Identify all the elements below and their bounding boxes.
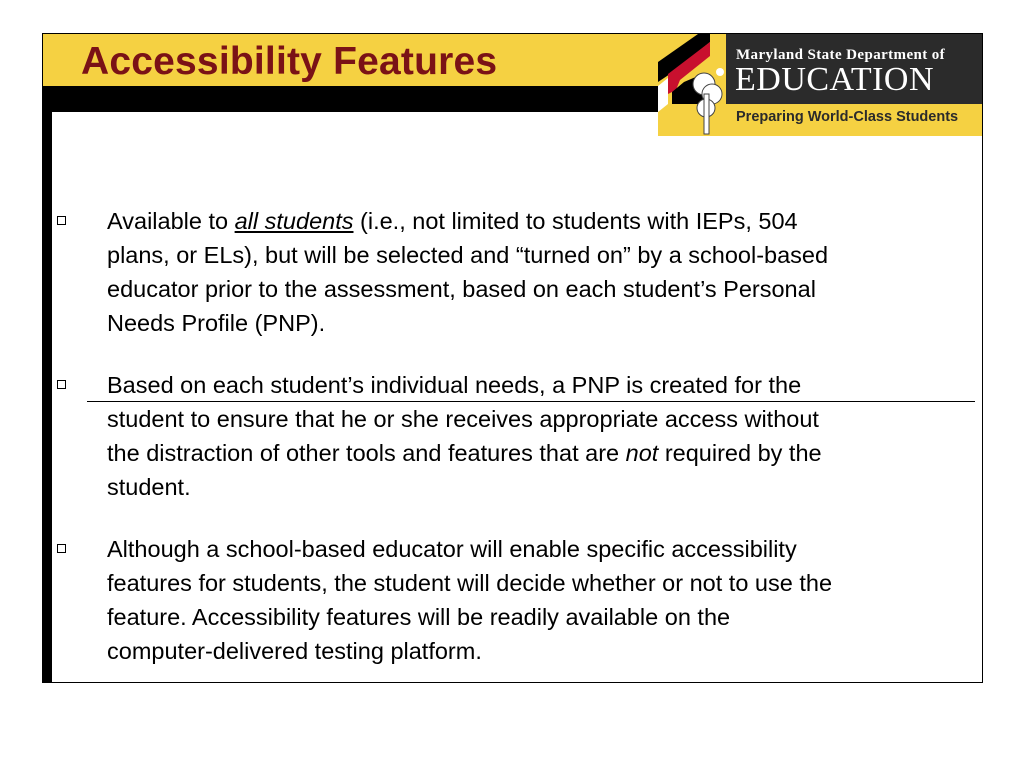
- text-run: the distraction of other tools and features that are: [107, 440, 626, 466]
- text-run: (i.e., not limited to students with IEPs, 504: [353, 208, 798, 234]
- bullet-line: features for students, the student will decide whether or not to use the: [107, 570, 833, 596]
- square-bullet-icon: [57, 380, 66, 389]
- emphasis-all-students: all students: [234, 208, 354, 234]
- bullet-line: [107, 204, 983, 238]
- divider-line: [87, 401, 975, 402]
- emphasis-not: not: [625, 440, 659, 466]
- bullet-line: [107, 436, 983, 470]
- logo-line2: EDUCATION: [735, 61, 935, 98]
- bullet-text: [107, 204, 983, 340]
- square-bullet-icon: [57, 544, 66, 553]
- logo-tagline: Preparing World-Class Students: [736, 109, 959, 125]
- text-run: required by the: [658, 440, 822, 466]
- bullet-line: student.: [107, 474, 191, 500]
- bullet-text: [107, 368, 983, 504]
- bullet-line: Based on each student’s individual needs, a PNP is created for the: [107, 372, 802, 398]
- bullet-line: Although a school-based educator will enable specific accessibility: [107, 536, 797, 562]
- slide: [42, 33, 983, 683]
- bullet-line: Needs Profile (PNP).: [107, 310, 326, 336]
- left-accent-bar: [43, 86, 52, 683]
- bullet-line: student to ensure that he or she receives appropriate access without: [107, 406, 819, 432]
- bullet-line: computer-delivered testing platform.: [107, 638, 482, 664]
- msde-logo-graphic: [658, 34, 983, 136]
- bullet-text: [107, 532, 983, 668]
- slide-title: Accessibility Features: [81, 40, 498, 83]
- text-run: Available to: [107, 208, 235, 234]
- square-bullet-icon: [57, 216, 66, 225]
- bullet-line: feature. Accessibility features will be readily available on the: [107, 604, 731, 630]
- logo-line1: Maryland State Department of: [736, 47, 946, 63]
- msde-logo: [658, 34, 983, 136]
- maryland-flag-icon: [658, 34, 724, 134]
- bullet-line: plans, or ELs), but will be selected and “turned on” by a school-based: [107, 242, 829, 268]
- bullet-line: educator prior to the assessment, based on each student’s Personal: [107, 276, 816, 302]
